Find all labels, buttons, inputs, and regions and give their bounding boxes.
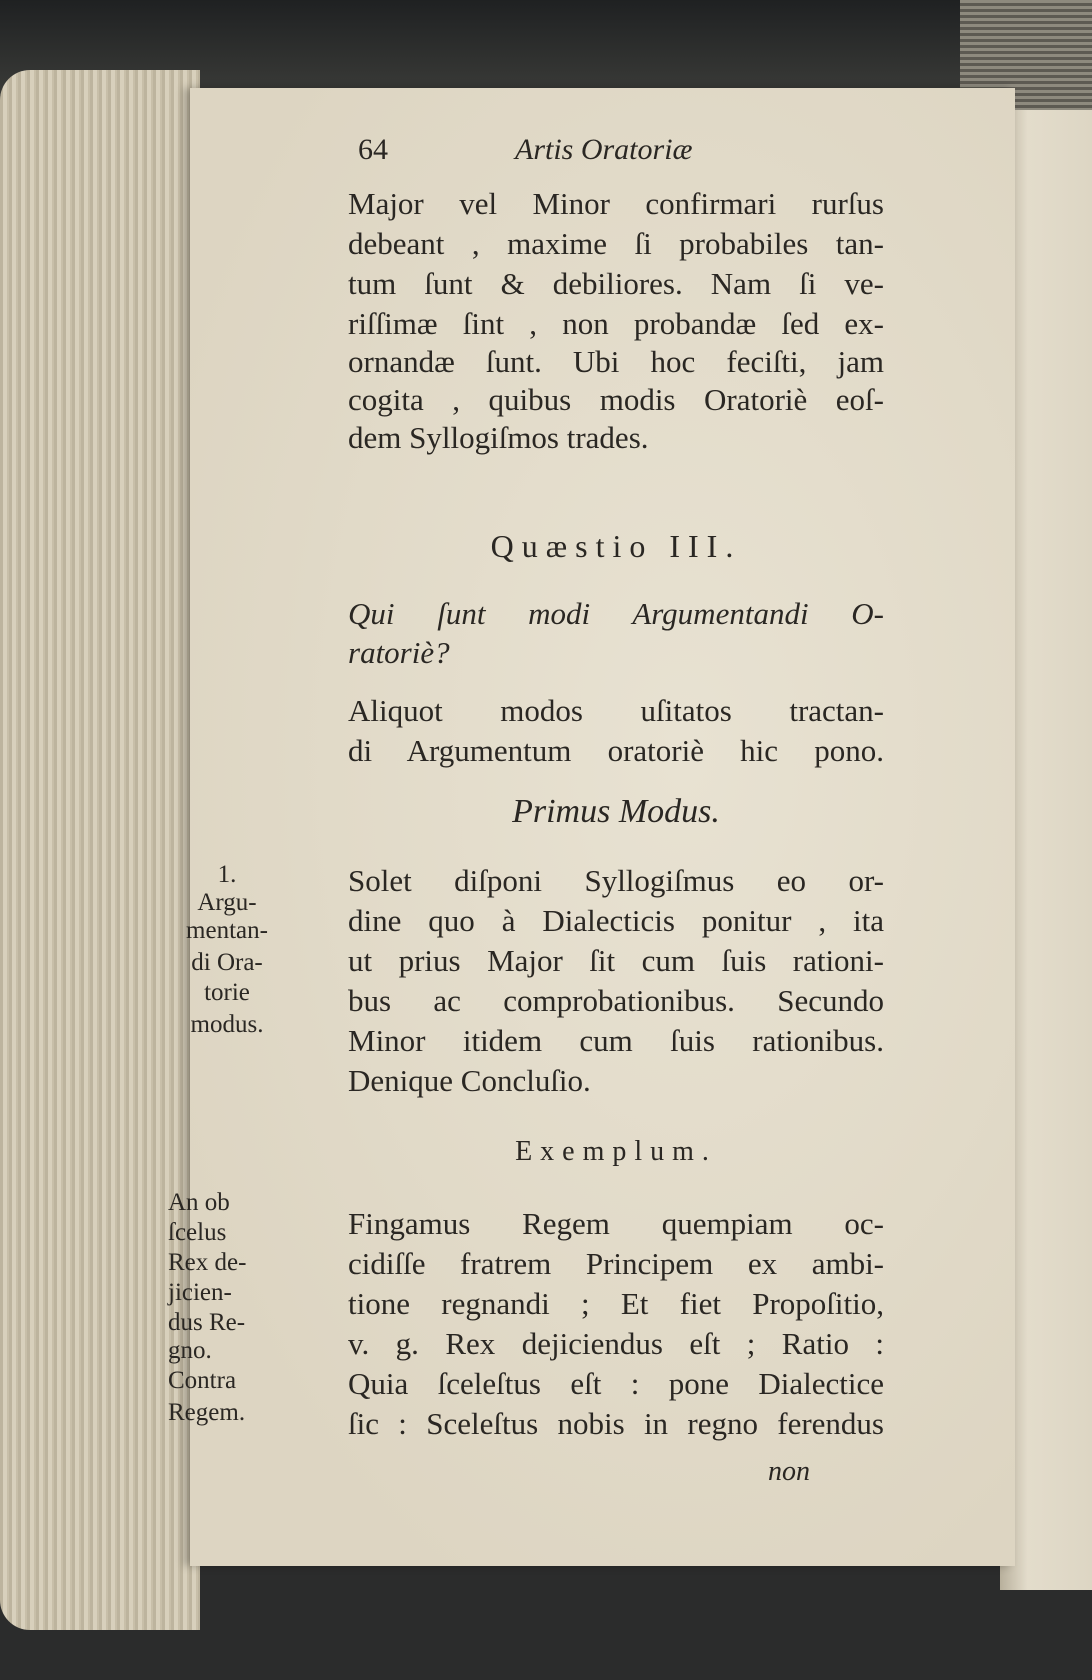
section-heading: Quæstio III. [490,528,742,564]
page-edges [0,70,200,1630]
text-line: ornandæ ſunt. Ubi hoc feciſti, jam [348,344,884,379]
question-line: ratoriè? [348,635,450,670]
example-heading: Exemplum. [515,1136,717,1167]
text-line: Fingamus Regem quempiam oc- [348,1206,884,1241]
margin-note-line: An ob [168,1189,230,1216]
text-line: v. g. Rex dejiciendus eſt ; Ratio : [348,1326,884,1361]
text-line: tum ſunt & debiliores. Nam ſi ve- [348,266,884,301]
margin-note-line: jicien- [168,1279,232,1306]
text-line: di Argumentum oratoriè hic pono. [348,733,884,768]
text-line: Denique Concluſio. [348,1063,591,1098]
text-line: ut prius Major ſit cum ſuis rationi- [348,943,884,978]
text-line: Aliquot modos uſitatos tractan- [348,693,884,728]
margin-note-line: Regem. [168,1399,246,1426]
margin-note-line: mentan- [186,917,268,944]
margin-note-line: modus. [190,1011,264,1038]
text-line: cogita , quibus modis Oratoriè eoſ- [348,382,884,417]
text-line: dem Syllogiſmos trades. [348,420,649,455]
margin-note-line: dus Re- [168,1309,246,1336]
margin-note-line: Argu- [197,889,257,916]
margin-note-line: gno. [168,1337,212,1364]
margin-note-line: ſcelus [168,1219,227,1246]
text-line: ſic : Sceleſtus nobis in regno ferendus [348,1406,884,1441]
text-line: tione regnandi ; Et fiet Propoſitio, [348,1286,884,1321]
question-line: Qui ſunt modi Argumentandi O- [348,596,884,631]
running-title: Artis Oratoriæ [515,133,693,166]
margin-note-line: Contra [168,1367,237,1394]
text-line: Solet diſponi Syllogiſmus eo or- [348,863,884,898]
catchword: non [768,1456,810,1487]
text-line: dine quo à Dialecticis ponitur , ita [348,903,884,938]
text-line: bus ac comprobationibus. Secundo [348,983,884,1018]
text-line: riſſimæ ſint , non probandæ ſed ex- [348,306,884,341]
text-line: debeant , maxime ſi probabiles tan- [348,226,884,261]
text-line: Major vel Minor confirmari rurſus [348,186,884,221]
subsection-heading: Primus Modus. [512,793,720,830]
text-line: cidiſſe fratrem Principem ex ambi- [348,1246,884,1281]
margin-note-line: torie [204,979,250,1006]
text-line: Minor itidem cum ſuis rationibus. [348,1023,884,1058]
margin-note-line: di Ora- [191,949,263,976]
margin-note-line: 1. [217,861,237,888]
page-number: 64 [358,133,388,166]
text-line: Quia ſceleſtus eſt : pone Dialectice [348,1366,884,1401]
margin-note-line: Rex de- [168,1249,247,1276]
